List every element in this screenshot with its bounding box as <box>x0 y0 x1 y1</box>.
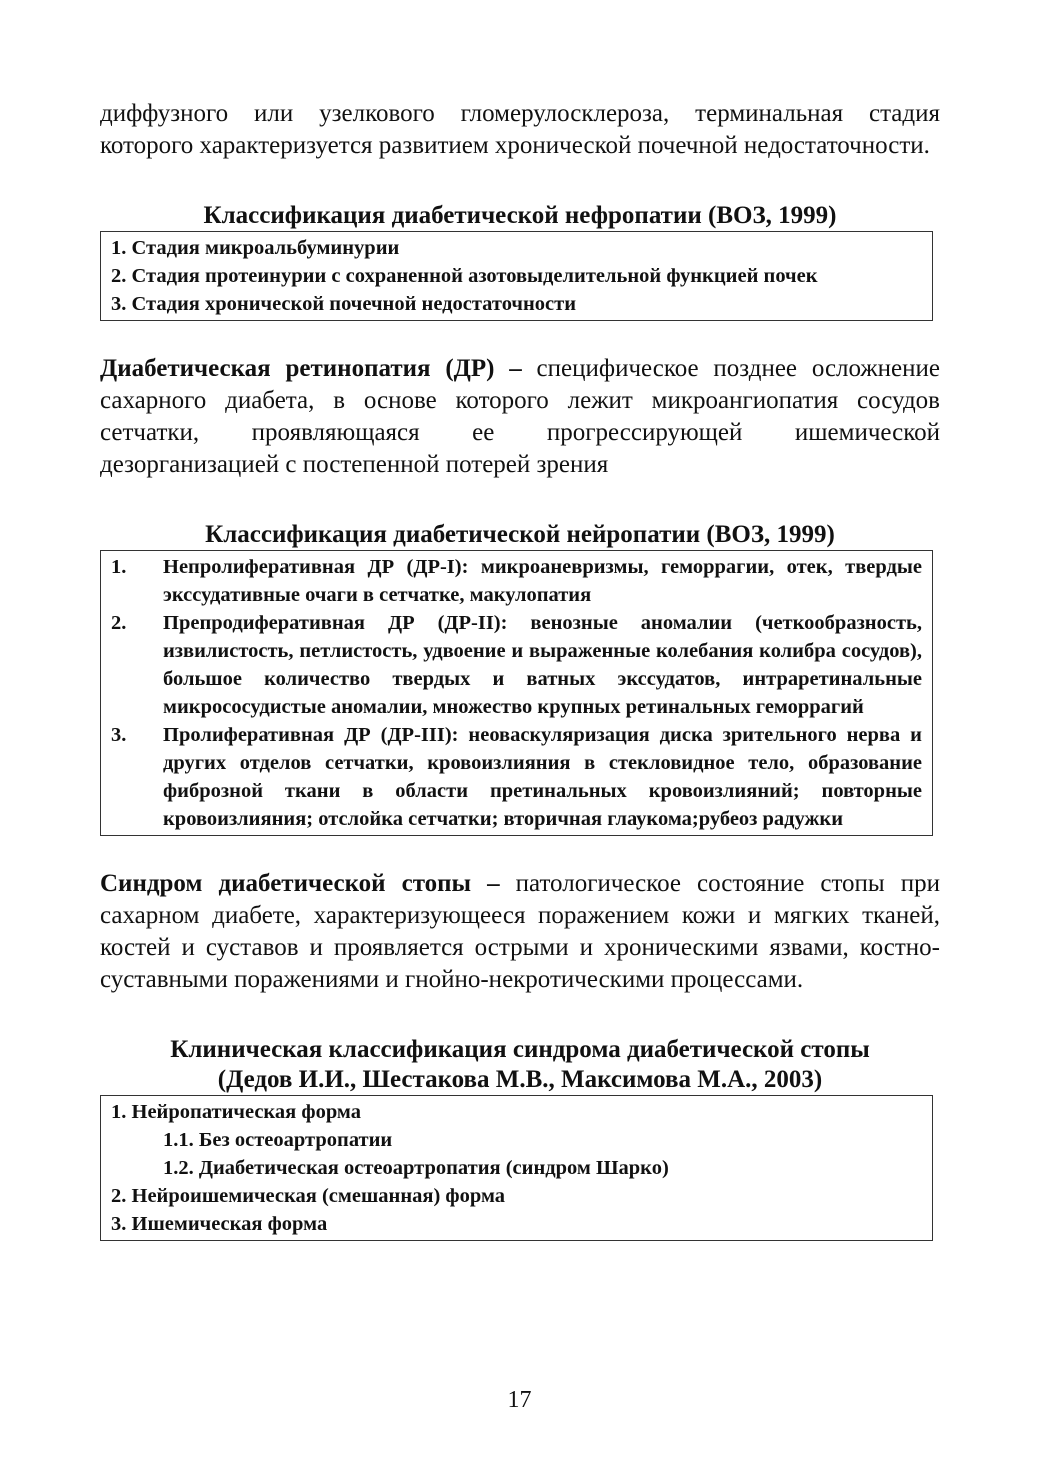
foot-item: 2. Нейроишемическая (смешанная) форма <box>111 1185 506 1207</box>
nephropathy-item: 2. Стадия протеинурии с сохраненной азотовыделительной функцией почек <box>111 265 818 287</box>
foot-heading-line2: (Дедов И.И., Шестакова М.В., Максимова М.А., 2003) <box>217 1066 823 1093</box>
neuropathy-item <box>111 721 922 833</box>
neuropathy-heading: Классификация диабетической нейропатии (ВОЗ, 1999) <box>205 521 835 548</box>
foot-subitem: 1.1. Без остеоартропатии <box>163 1129 393 1151</box>
neuropathy-table <box>100 550 933 836</box>
foot-heading-line1: Клиническая классификация синдрома диабетической стопы <box>170 1036 870 1063</box>
retinopathy-term: Диабетическая ретинопатия (ДР) – <box>100 355 522 382</box>
item-number: 2. <box>111 612 127 634</box>
item-text: Препродиферативная ДР (ДР-II): венозные аномалии (четкообразность, извилистость, петлистость, удвоение и выраженные колебания колибра сосудов), большое количество твердых и ватных экссудатов, интраретинальные микрососудистые аномалии, множество крупных ретинальных геморрагий <box>163 612 922 718</box>
retinopathy-definition <box>100 353 940 481</box>
neuropathy-item <box>111 609 922 721</box>
item-number: 1. <box>111 556 127 578</box>
foot-table <box>100 1095 933 1241</box>
foot-term: Синдром диабетической стопы – <box>100 870 500 897</box>
item-number: 3. <box>111 724 127 746</box>
nephropathy-heading: Классификация диабетической нефропатии (ВОЗ, 1999) <box>203 202 837 229</box>
item-text: Пролиферативная ДР (ДР-III): неоваскуляризация диска зрительного нерва и других отделов сетчатки, кровоизлияния в стекловидное тело, образование фиброзной ткани в области претинальных кровоизлияний; повторные кровоизлияния; отслойка сетчатки; вторичная глаукома;рубеоз радужки <box>163 724 922 830</box>
neuropathy-item <box>111 553 922 609</box>
foot-definition <box>100 868 940 996</box>
foot-subitem: 1.2. Диабетическая остеоартропатия (синдром Шарко) <box>163 1157 669 1179</box>
foot-item: 3. Ишемическая форма <box>111 1213 328 1235</box>
page-body <box>100 98 940 1241</box>
nephropathy-table <box>100 231 933 321</box>
foot-text: патологическое состояние стопы при сахарном диабете, характеризующееся поражением кожи и мягких тканей, костей и суставов и проявляется острыми и хроническими язвами, костно-суставными поражениями и гнойно-некротическими процессами. <box>100 870 940 993</box>
nephropathy-item: 1. Стадия микроальбуминурии <box>111 237 400 259</box>
item-text: Непролиферативная ДР (ДР-I): микроаневризмы, геморрагии, отек, твердые экссудативные очаги в сетчатке, макулопатия <box>163 556 922 606</box>
page-number: 17 <box>507 1387 532 1413</box>
nephropathy-item: 3. Стадия хронической почечной недостаточности <box>111 293 577 315</box>
retinopathy-text: специфическое позднее осложнение сахарного диабета, в основе которого лежит микроангиопатия сосудов сетчатки, проявляющаяся ее прогрессирующей ишемической дезорганизацией с постепенной потерей зрения <box>100 355 940 478</box>
foot-item: 1. Нейропатическая форма <box>111 1101 361 1123</box>
intro-paragraph: диффузного или узелкового гломерулосклероза, терминальная стадия которого характеризуется развитием хронической почечной недостаточности. <box>100 100 940 159</box>
